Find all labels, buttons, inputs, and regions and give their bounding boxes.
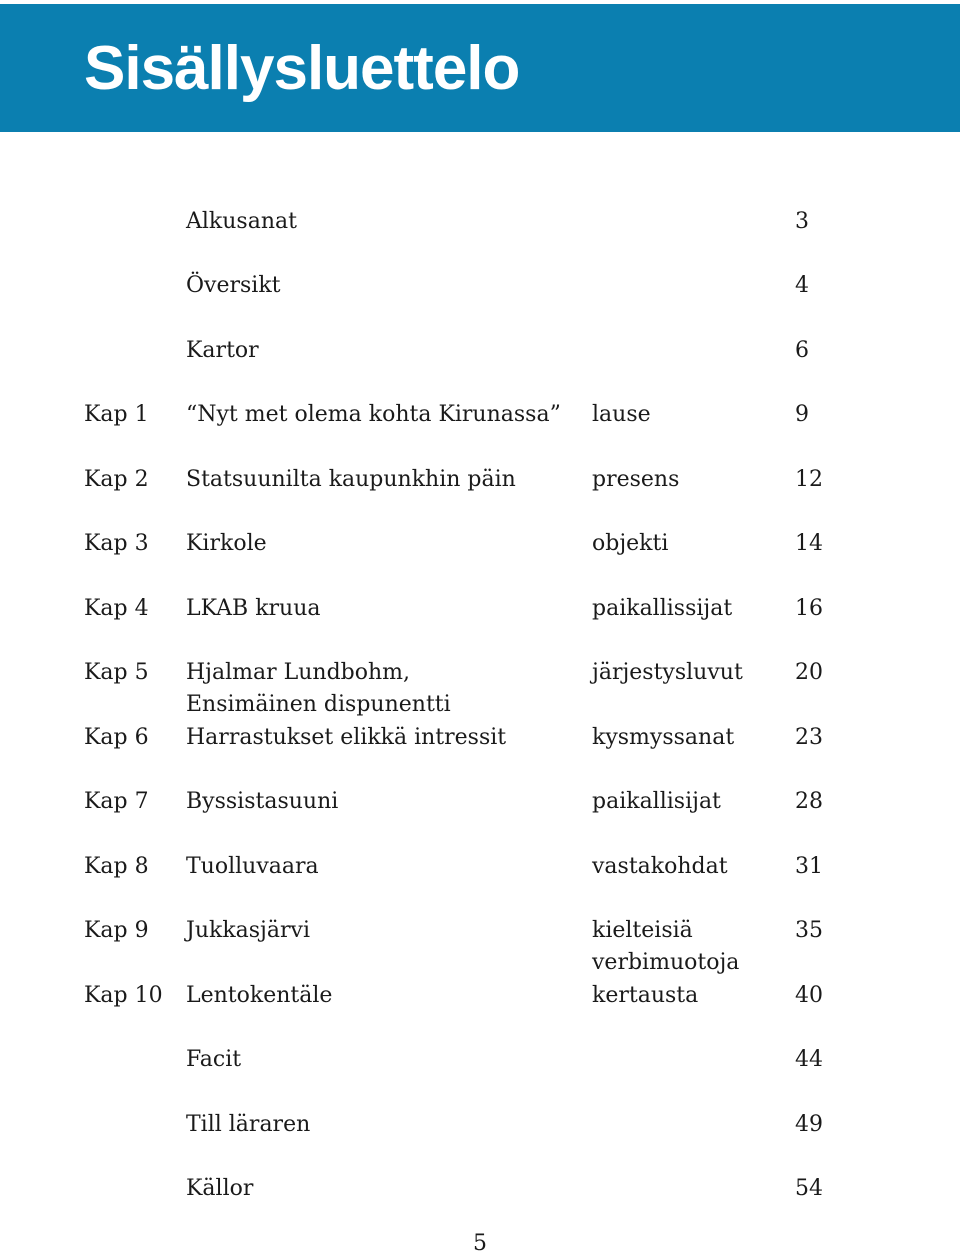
entry-title: Källor [186, 1176, 254, 1201]
entry-title: Kirkole [186, 531, 267, 556]
page-ref: 14 [795, 531, 823, 556]
entry-title: Byssistasuuni [186, 789, 339, 814]
entry-title [186, 657, 451, 721]
page-ref: 40 [795, 983, 823, 1008]
entry-title: Tuolluvaara [186, 854, 319, 879]
grammar-topic: objekti [592, 531, 669, 556]
page-ref: 12 [795, 467, 823, 492]
toc-row [0, 206, 960, 270]
toc-row [0, 270, 960, 334]
chapter-label: Kap 4 [84, 596, 149, 621]
grammar-topic-line-2: verbimuotoja [592, 950, 740, 975]
entry-title: Lentokentäle [186, 983, 333, 1008]
grammar-topic: presens [592, 467, 680, 492]
page-number: 5 [473, 1231, 487, 1256]
toc-row [0, 528, 960, 592]
chapter-label: Kap 7 [84, 789, 149, 814]
page-ref: 49 [795, 1112, 823, 1137]
toc-row [0, 399, 960, 463]
entry-title: LKAB kruua [186, 596, 321, 621]
entry-title: Harrastukset elikkä intressit [186, 725, 507, 750]
entry-title: Översikt [186, 273, 281, 298]
toc-row [0, 1173, 960, 1237]
grammar-topic: vastakohdat [592, 854, 728, 879]
chapter-label: Kap 3 [84, 531, 149, 556]
chapter-label: Kap 10 [84, 983, 163, 1008]
entry-title-line-1: Hjalmar Lundbohm, [186, 660, 411, 685]
entry-title: Alkusanat [186, 209, 297, 234]
toc-row [0, 464, 960, 528]
toc-row [0, 786, 960, 850]
chapter-label: Kap 9 [84, 918, 149, 943]
toc-row [0, 657, 960, 721]
page-ref: 4 [795, 273, 809, 298]
entry-title: Statsuunilta kaupunkhin päin [186, 467, 516, 492]
toc-row [0, 980, 960, 1044]
grammar-topic: paikallisijat [592, 789, 721, 814]
grammar-topic: paikallissijat [592, 596, 733, 621]
page-ref: 54 [795, 1176, 823, 1201]
chapter-label: Kap 5 [84, 660, 149, 685]
entry-title: Till läraren [186, 1112, 311, 1137]
entry-title-line-2: Ensimäinen dispunentti [186, 692, 451, 717]
entry-title: “Nyt met olema kohta Kirunassa” [186, 402, 561, 427]
page-ref: 16 [795, 596, 823, 621]
chapter-label: Kap 1 [84, 402, 149, 427]
entry-title: Jukkasjärvi [186, 918, 310, 943]
entry-title: Facit [186, 1047, 242, 1072]
page-ref: 23 [795, 725, 823, 750]
toc-row [0, 1109, 960, 1173]
toc-row [0, 851, 960, 915]
chapter-label: Kap 2 [84, 467, 149, 492]
toc-row [0, 915, 960, 979]
grammar-topic [592, 915, 739, 979]
grammar-topic: lause [592, 402, 651, 427]
toc-row [0, 593, 960, 657]
entry-title: Kartor [186, 338, 259, 363]
grammar-topic: kysmyssanat [592, 725, 735, 750]
page-ref: 3 [795, 209, 809, 234]
page-ref: 9 [795, 402, 809, 427]
grammar-topic: kertausta [592, 983, 699, 1008]
page-ref: 28 [795, 789, 823, 814]
chapter-label: Kap 6 [84, 725, 149, 750]
page-title: Sisällysluettelo [84, 34, 520, 103]
page-ref: 6 [795, 338, 809, 363]
page-ref: 35 [795, 918, 823, 943]
toc-row [0, 335, 960, 399]
toc-row [0, 722, 960, 786]
page-ref: 31 [795, 854, 823, 879]
grammar-topic: järjestysluvut [592, 660, 743, 685]
toc-row [0, 1044, 960, 1108]
grammar-topic-line-1: kielteisiä [592, 918, 693, 943]
page-ref: 20 [795, 660, 823, 685]
chapter-label: Kap 8 [84, 854, 149, 879]
page-ref: 44 [795, 1047, 823, 1072]
